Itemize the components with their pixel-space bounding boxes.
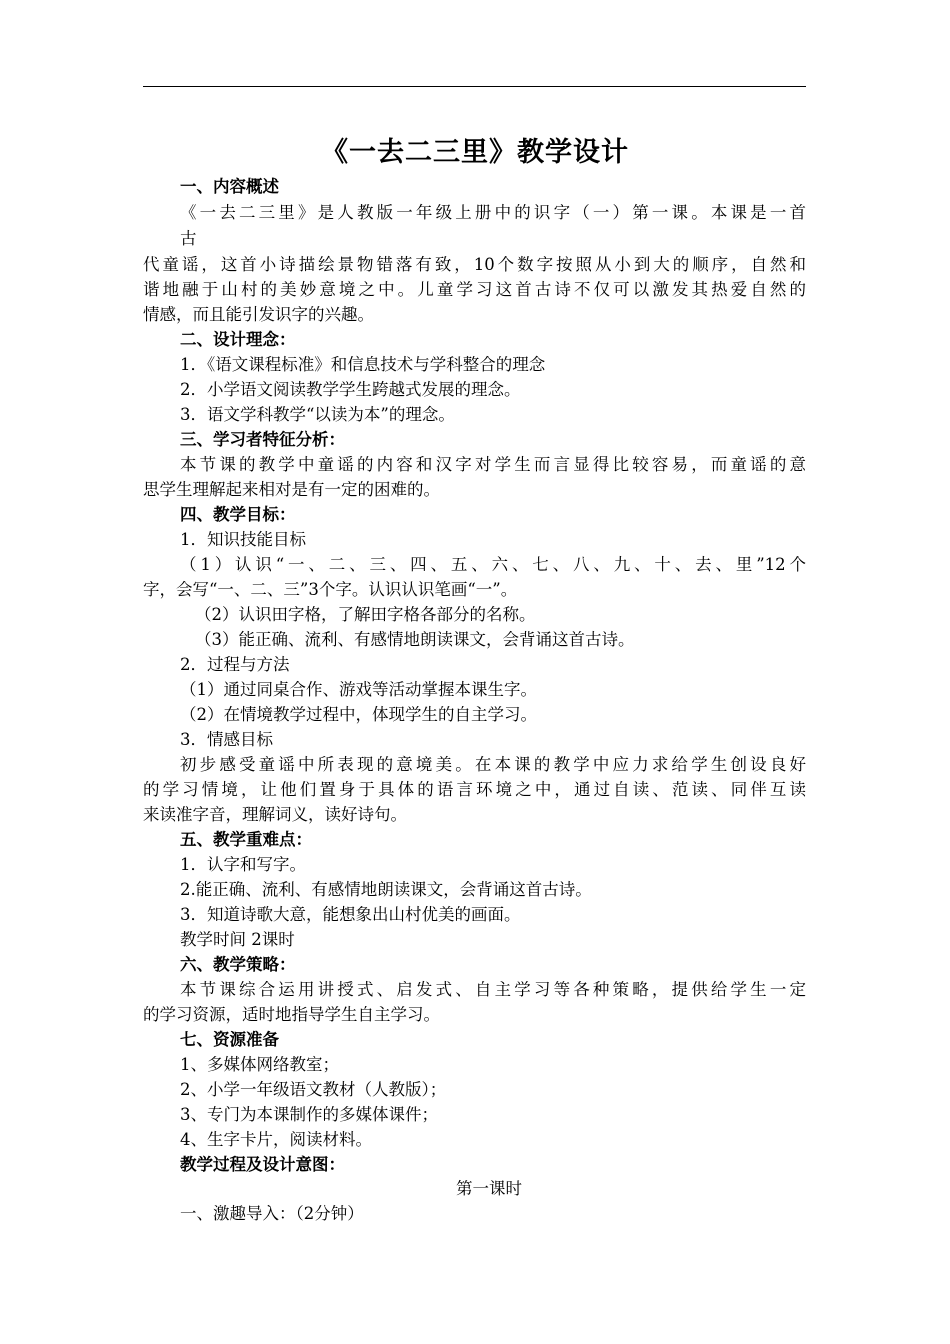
section-7-item: 1、多媒体网络教室； — [180, 1055, 339, 1074]
document-title: 《一去二三里》教学设计 — [321, 137, 629, 168]
section-4-subheading: 3．情感目标 — [180, 730, 273, 749]
section-3-heading: 三、学习者特征分析： — [180, 430, 345, 449]
section-4-text: 来读准字音，理解词义，读好诗句。 — [143, 805, 407, 824]
section-1-text: 情感，而且能引发识字的兴趣。 — [143, 305, 374, 324]
section-6-text: 的学习资源，适时地指导学生自主学习。 — [143, 1005, 440, 1024]
section-5-item: 3．知道诗歌大意，能想象出山村优美的画面。 — [180, 905, 521, 924]
section-3-text: 本节课的教学中童谣的内容和汉字对学生而言显得比较容易，而童谣的意 — [180, 455, 806, 474]
lesson-heading: 第一课时 — [456, 1179, 522, 1198]
section-7-item: 2、小学一年级语文教材（人教版）； — [180, 1080, 447, 1099]
section-5-item: 1．认字和写字。 — [180, 855, 306, 874]
section-4-item: （1）认识“一、二、三、四、五、六、七、八、九、十、去、里”12个 — [180, 555, 806, 574]
section-1-text: 《一去二三里》是人教版一年级上册中的识字（一）第一课。本课是一首 — [180, 203, 806, 222]
section-4-item: （2）在情境教学过程中，体现学生的自主学习。 — [180, 705, 537, 724]
section-1-text: 代童谣，这首小诗描绘景物错落有致，10个数字按照从小到大的顺序，自然和 — [143, 255, 806, 274]
section-1-text: 古 — [180, 229, 197, 248]
section-6-heading: 六、教学策略： — [180, 955, 296, 974]
section-4-subheading: 1．知识技能目标 — [180, 530, 306, 549]
section-4-item: （1）通过同桌合作、游戏等活动掌握本课生字。 — [180, 680, 537, 699]
section-5-item: 2.能正确、流利、有感情地朗读课文，会背诵这首古诗。 — [180, 880, 592, 899]
section-4-item: （3）能正确、流利、有感情地朗读课文，会背诵这首古诗。 — [195, 630, 635, 649]
section-6-text: 本节课综合运用讲授式、启发式、自主学习等各种策略，提供给学生一定 — [180, 980, 806, 999]
section-2-item: 3．语文学科教学“以读为本”的理念。 — [180, 405, 455, 424]
section-3-text: 思学生理解起来相对是有一定的困难的。 — [143, 480, 440, 499]
section-2-item: 2．小学语文阅读教学学生跨越式发展的理念。 — [180, 380, 521, 399]
section-4-heading: 四、教学目标： — [180, 505, 296, 524]
section-7-item: 4、生字卡片，阅读材料。 — [180, 1130, 372, 1149]
section-2-item: 1．《语文课程标准》和信息技术与学科整合的理念 — [180, 355, 546, 374]
step-heading: 一、激趣导入：（2分钟） — [180, 1204, 364, 1223]
section-4-item: 字，会写“一、二、三”3个字。认识认识笔画“一”。 — [143, 580, 518, 599]
section-7-item: 3、专门为本课制作的多媒体课件； — [180, 1105, 438, 1124]
teaching-time: 教学时间 2课时 — [180, 930, 295, 949]
section-2-heading: 二、设计理念： — [180, 330, 296, 349]
section-4-text: 初步感受童谣中所表现的意境美。在本课的教学中应力求给学生创设良好 — [180, 755, 806, 774]
section-1-text: 谐地融于山村的美妙意境之中。儿童学习这首古诗不仅可以激发其热爱自然的 — [143, 280, 806, 299]
section-1-heading: 一、内容概述 — [180, 177, 279, 196]
section-5-heading: 五、教学重难点： — [180, 830, 312, 849]
section-4-subheading: 2．过程与方法 — [180, 655, 290, 674]
section-4-text: 的学习情境，让他们置身于具体的语言环境之中，通过自读、范读、同伴互读 — [143, 780, 806, 799]
process-heading: 教学过程及设计意图： — [180, 1155, 345, 1174]
section-7-heading: 七、资源准备 — [180, 1030, 279, 1049]
section-4-item: （2）认识田字格，了解田字格各部分的名称。 — [195, 605, 536, 624]
header-rule — [143, 86, 806, 87]
